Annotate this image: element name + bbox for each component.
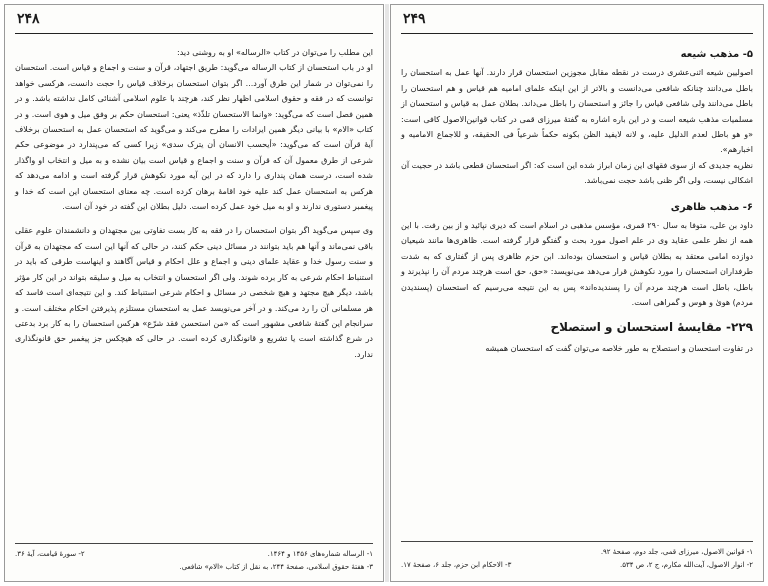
header-rule <box>15 33 373 34</box>
right-page <box>390 4 764 582</box>
paragraph: اصولیین شیعه اثنی‌عشری درست در نقطه مقابل مجوزین استحسان قرار دارند. آنها عمل به استحسان را باطل می‌دانند چنانکه شافعی می‌دانست و بالاتر از این اینکه علمای امامیه هم قیاس و هم استحسان را باطل می‌دانند ولی شافعی قیاس را جائز و استحسان را باطل می‌داند. بطلان عمل به قیاس و استحسان از مسلمیات مذهب شیعه است و در این باره اشاره به گفتهٔ میرزای قمی در کتاب قوانین‌الاصول کافی است: «و هو باطل لعدم الدلیل علیه، و لانه لایفید الظن بکونه حکماً شرعیاً فی الحقیقه، و للاجماع الامامیه و اخبارهم». <box>401 68 753 155</box>
page-body <box>15 45 373 362</box>
paragraph-gap <box>401 189 753 198</box>
paragraph: نظریه جدیدی که از سوی فقهای این زمان ابراز شده این است که: اگر استحسان قطعی باشد در حجیت آن اشکالی نیست، ولی اگر ظنی باشد حجت نمی‌باشد. <box>401 160 753 186</box>
footnote: ۲- انوار الاصول، آیت‌الله مکارم، ج ۲، ص ۵۳۴. <box>620 561 753 569</box>
paragraph: این مطلب را می‌توان در کتاب «الرساله» او به روشنی دید: <box>177 48 373 57</box>
page-number: ۲۴۹ <box>403 11 426 27</box>
page-number: ۲۴۸ <box>17 11 40 27</box>
page-body <box>401 45 753 356</box>
footnote-row <box>15 561 373 574</box>
header-rule <box>401 33 753 34</box>
paragraph: داود بن علی، متوفا به سال ۲۹۰ قمری، مؤسس مذهبی در اسلام است که دیری نپائید و از بین رفت. با این همه از نظر علمی عقاید وی در علم اصول مورد بحث و گفتگو قرار گرفته است. ظاهری‌ها مانند شیعیان دوازده امامی معتقد به بطلان قیاس و استحسان بوده‌اند. ابن حزم ظاهری پس از گفتاری که به شدت طرفداران استحسان را مورد نکوهش قرار می‌دهد می‌نویسد: «حق، حق است هرچند مردم آن را نپذیرند و باطل، باطل است هرچند مردم آن را پسندیده‌اند» پس به این نتیجه می‌رسیم که استحسان (پسندیدن مردم) هویٰ و هوس و گمراهی است. <box>401 221 753 308</box>
paragraph: در تفاوت استحسان و استصلاح به طور خلاصه می‌توان گفت که استحسان همیشه <box>485 343 753 353</box>
paragraph: وی سپس می‌گوید اگر بتوان استحسان را در فقه به کار بست تفاوتی بین مجتهدان و دانشمندان علوم عقلی باقی نمی‌ماند و آنها هم باید بتوانند در مسائل دینی حکم کنند، در حالی که آنها این است که مجتهدان به قرآن و سنت رسول خدا و عقاید علمای دینی و اجماع و علل احکام و قیاس آگاهند و اینهاست طرقی که باید در استنباط احکام شرعی به کار برده شوند. ولی اگر استحسان و انتخاب به میل و سلیقه بتواند در این کار مؤثر باشد، دیگر هیچ مجتهد و هیچ شخصی در مسائل و احکام شرعی استنباط کند. و این نتیجه‌ای است فاسد که هر مسلمانی آن را رد می‌کند. و در آخر می‌نویسد عمل به استحسان مستلزم پذیرفتن احکام مختلف است. و سرانجام این گفتهٔ شافعی مشهور است که «من استحسن فقد شرّع» هرکس استحسان را به کار برد بدعتی در شرع گذاشته است یا تشریع و قانونگذاری کرده است. در حالی که هیچکس جز پیغمبر حق قانونگذاری ندارد. <box>15 226 373 359</box>
left-page <box>4 4 384 582</box>
footnotes <box>15 543 373 574</box>
footnote: ۱- قوانین الاصول، میرزای قمی، جلد دوم، صفحهٔ ۹۲. <box>600 548 753 556</box>
book-gutter <box>385 4 389 582</box>
footnote: ۱- الرساله شماره‌های ۱۴۵۶ و ۱۴۶۴. <box>267 550 373 558</box>
footnote: ۳- الاحکام ابن حزم، جلد ۶، صفحهٔ ۱۷. <box>401 561 512 569</box>
footnote-row <box>401 546 753 559</box>
paragraph-gap <box>15 214 373 223</box>
section-heading: ۵- مذهب شیعه <box>680 49 753 60</box>
footnote-row <box>401 559 753 572</box>
footnote-row <box>15 548 373 561</box>
footnote: ۳- هفتهٔ حقوق اسلامی، صفحهٔ ۲۴۴، به نقل از کتاب «الام» شافعی. <box>179 563 373 571</box>
footnote: ۲- سورهٔ قیامت، آیهٔ ۳۶. <box>15 550 85 558</box>
section-heading: ۶- مذهب ظاهری <box>670 201 753 213</box>
footnotes <box>401 541 753 572</box>
paragraph: او در باب استحسان از کتاب الرساله می‌گوید: طریق اجتهاد، قرآن و سنت و اجماع و قیاس است. استحسان را نمی‌توان در شمار این طرق آورد... اگر بتوان استحسان برخلاف قیاس را حجت دانست، هرکسی خواهد توانست که در فقه و حقوق اسلامی اظهار نظر کند، هرچند با علوم اسلامی آشنائی کامل نداشته باشد. و در همین فصل است که می‌گوید: «وانما الاستحسان تلذّذ» یعنی: استحسان حکم بر وفق میل و هوی است. و در کتاب «الام» با بیانی دیگر همین ایرادات را مطرح می‌کند و می‌گوید که استحسان عمل به استحسان برخلاف آیهٔ قرآن است که می‌گوید: «أیحسب الانسان أن یترک سدی» زیرا کسی که می‌پندارد در موضوعی حکم شرعی از طرق معمول آن که قرآن و سنت و اجماع و قیاس است بیان نشده و به میل و انتخاب او واگذار شده است، درست همان پنداری را دارد که در این آیه مورد نکوهش قرار گرفته است و ادامه می‌دهد که هرکس به استحسان عمل کند علیه خود اقامهٔ برهان کرده است. چه معنای استحسان این است که خدا و پیغمبر دستوری ندارند و او به میل خود عمل کرده است. دلیل بطلان این گفته در خود آن است. <box>15 63 373 212</box>
chapter-heading: ۲۲۹- مقایسهٔ استحسان و استصلاح <box>550 319 753 334</box>
